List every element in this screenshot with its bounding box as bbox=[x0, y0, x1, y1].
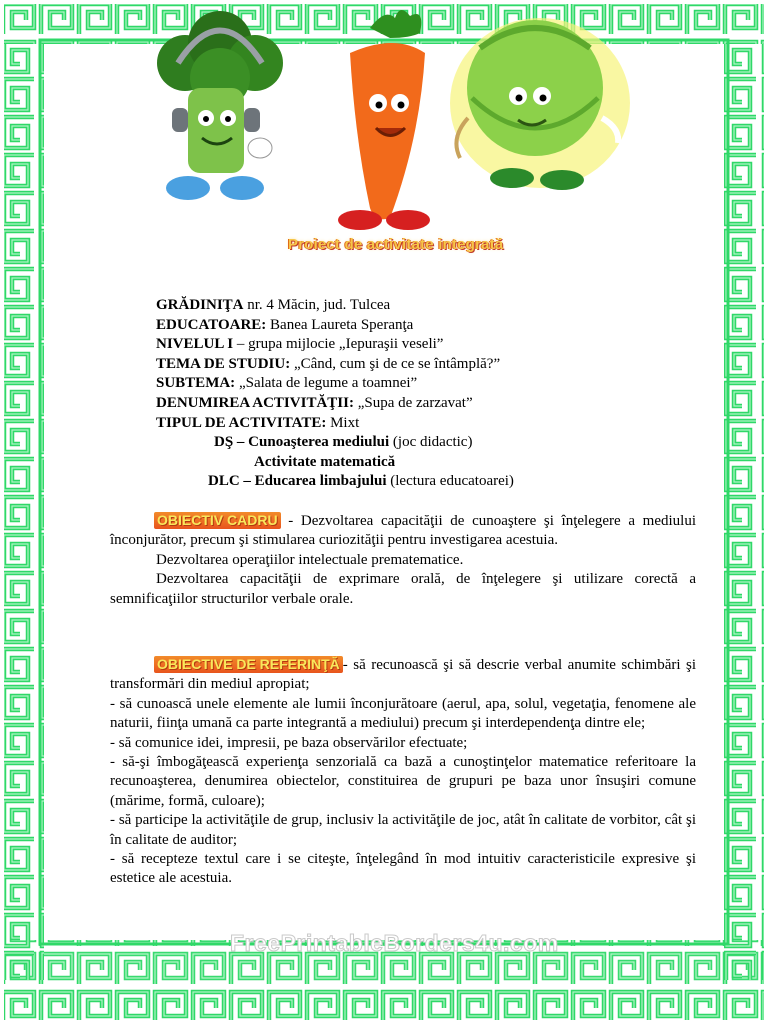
obiective-referinta-heading: OBIECTIVE DE REFERINŢĂ bbox=[154, 656, 343, 673]
obiectiv-cadru-heading: OBIECTIV CADRU bbox=[154, 512, 281, 529]
gradinita-label: GRĂDINIŢA bbox=[156, 297, 244, 313]
carrot-character-icon bbox=[334, 10, 441, 230]
obiective-referinta-section bbox=[110, 656, 696, 889]
tema-label: TEMA DE STUDIU: bbox=[156, 355, 291, 372]
broccoli-character-icon bbox=[157, 11, 283, 200]
obiectiv-cadru-section bbox=[110, 512, 696, 609]
list-item: - să participe la activităţile de grup, inclusiv la activităţile de joc, atât în calitate de vorbitor, cât şi în calitate de auditor; bbox=[110, 812, 696, 848]
ds-label: DŞ – Cunoaşterea mediului bbox=[214, 434, 390, 451]
dlc-label: DLC – Educarea limbajului bbox=[208, 473, 387, 490]
list-item: - să comunice idei, impresii, pe baza observărilor efectuate; bbox=[110, 734, 468, 751]
tipul-label: TIPUL DE ACTIVITATE: bbox=[156, 414, 327, 431]
gradinita-value: nr. 4 Măcin, jud. Tulcea bbox=[243, 297, 391, 313]
list-item: - să recepteze textul care i se citeşte, înţelegând în mod intuitiv caracteristicile expresive şi estetice ale acestuia. bbox=[110, 851, 696, 887]
obiectiv-cadru-p2: Dezvoltarea operaţiilor intelectuale prematematice. bbox=[156, 551, 464, 568]
obiectiv-cadru-p3: Dezvoltarea capacităţii de exprimare orală, de înţelegere şi utilizare corectă a semnificaţiilor structurilor verbale orale. bbox=[110, 571, 696, 607]
vegetables-illustration bbox=[150, 8, 630, 238]
matematica-label: Activitate matematică bbox=[254, 453, 396, 470]
tipul-value: Mixt bbox=[326, 414, 360, 431]
project-title: Proiect de activitate integrată bbox=[288, 236, 504, 253]
educatoare-label: EDUCATOARE: bbox=[156, 316, 267, 333]
watermark: FreePrintableBorders4u.com bbox=[230, 930, 559, 956]
subtema-value: „Salata de legume a toamnei” bbox=[235, 375, 418, 392]
activity-header bbox=[156, 296, 626, 492]
denumirea-value: „Supa de zarzavat” bbox=[353, 394, 473, 411]
list-item: - să cunoască unele elemente ale lumii înconjurătoare (aerul, apa, solul, vegetaţia, fenomene ale naturii, fiinţa umană ca parte integrantă a mediului) precum şi interdependenţa dintre ele; bbox=[110, 695, 696, 732]
obiectiv-cadru-text: - Dezvoltarea capacităţii de cunoaştere şi înţelegere a mediului înconjurător, precum şi stimularea curiozităţii pentru investigarea acestuia. bbox=[110, 513, 696, 549]
subtema-label: SUBTEMA: bbox=[156, 375, 236, 392]
dlc-value: (lectura educatoarei) bbox=[386, 473, 514, 490]
educatoare-value: Banea Laureta Speranţa bbox=[266, 316, 414, 333]
tema-value: „Când, cum şi de ce se întâmplă?” bbox=[290, 355, 501, 372]
obiective-referinta-first: - să recunoască şi să descrie verbal anumite schimbări şi transformări din mediul apropiat; bbox=[110, 657, 696, 693]
nivel-label: NIVELUL I bbox=[156, 336, 234, 353]
list-item: - să-şi îmbogăţească experienţa senzorială ca bază a cunoştinţelor matematice referitoare la recunoaşterea, denumirea obiectelor, constituirea de grupuri pe baza unor însuşiri comune (mărime, formă, culoare); bbox=[110, 754, 696, 809]
nivel-value: – grupa mijlocie „Iepuraşii veseli” bbox=[233, 336, 444, 353]
denumirea-label: DENUMIREA ACTIVITĂŢII: bbox=[156, 394, 354, 411]
ds-value: (joc didactic) bbox=[389, 434, 473, 451]
